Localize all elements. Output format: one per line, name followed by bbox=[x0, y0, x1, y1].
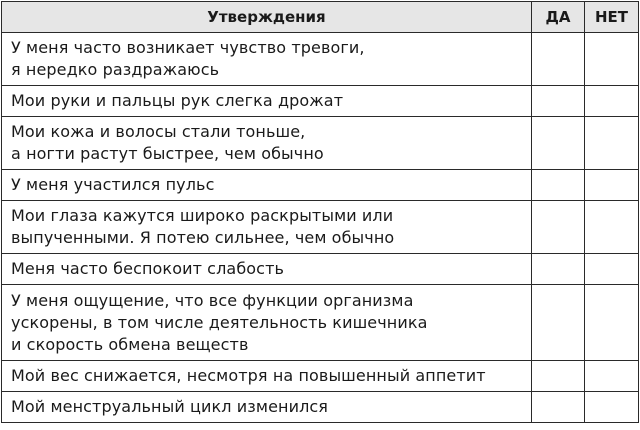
no-answer-cell[interactable] bbox=[585, 33, 639, 86]
statement-text: Мой менструальный цикл изменился bbox=[2, 392, 532, 423]
table-row bbox=[2, 392, 639, 423]
no-answer-cell[interactable] bbox=[585, 86, 639, 117]
table-row bbox=[2, 117, 639, 170]
statement-text: Меня часто беспокоит слабость bbox=[2, 254, 532, 285]
no-answer-cell[interactable] bbox=[585, 392, 639, 423]
header-statements: Утверждения bbox=[2, 2, 532, 33]
yes-answer-cell[interactable] bbox=[532, 170, 585, 201]
table-row bbox=[2, 201, 639, 254]
yes-answer-cell[interactable] bbox=[532, 33, 585, 86]
table-row bbox=[2, 86, 639, 117]
statement-text: Мои кожа и волосы стали тоньше, а ногти растут быстрее, чем обычно bbox=[2, 117, 532, 170]
yes-answer-cell[interactable] bbox=[532, 392, 585, 423]
yes-answer-cell[interactable] bbox=[532, 285, 585, 361]
statement-text: Мои руки и пальцы рук слегка дрожат bbox=[2, 86, 532, 117]
symptom-checklist-table bbox=[1, 1, 639, 423]
statement-text: Мои глаза кажутся широко раскрытыми или выпученными. Я потею сильнее, чем обычно bbox=[2, 201, 532, 254]
table-row bbox=[2, 254, 639, 285]
header-row bbox=[2, 2, 639, 33]
yes-answer-cell[interactable] bbox=[532, 117, 585, 170]
yes-answer-cell[interactable] bbox=[532, 254, 585, 285]
yes-answer-cell[interactable] bbox=[532, 201, 585, 254]
no-answer-cell[interactable] bbox=[585, 170, 639, 201]
no-answer-cell[interactable] bbox=[585, 201, 639, 254]
no-answer-cell[interactable] bbox=[585, 285, 639, 361]
statement-text: У меня ощущение, что все функции организма ускорены, в том числе деятельность кишечника и скорость обмена веществ bbox=[2, 285, 532, 361]
no-answer-cell[interactable] bbox=[585, 117, 639, 170]
statement-text: Мой вес снижается, несмотря на повышенный аппетит bbox=[2, 361, 532, 392]
statement-text: У меня участился пульс bbox=[2, 170, 532, 201]
table-row bbox=[2, 33, 639, 86]
yes-answer-cell[interactable] bbox=[532, 361, 585, 392]
no-answer-cell[interactable] bbox=[585, 254, 639, 285]
statement-text: У меня часто возникает чувство тревоги, я нередко раздражаюсь bbox=[2, 33, 532, 86]
table-row bbox=[2, 285, 639, 361]
table-row bbox=[2, 361, 639, 392]
header-yes: ДА bbox=[532, 2, 585, 33]
no-answer-cell[interactable] bbox=[585, 361, 639, 392]
yes-answer-cell[interactable] bbox=[532, 86, 585, 117]
table-row bbox=[2, 170, 639, 201]
header-no: НЕТ bbox=[585, 2, 639, 33]
